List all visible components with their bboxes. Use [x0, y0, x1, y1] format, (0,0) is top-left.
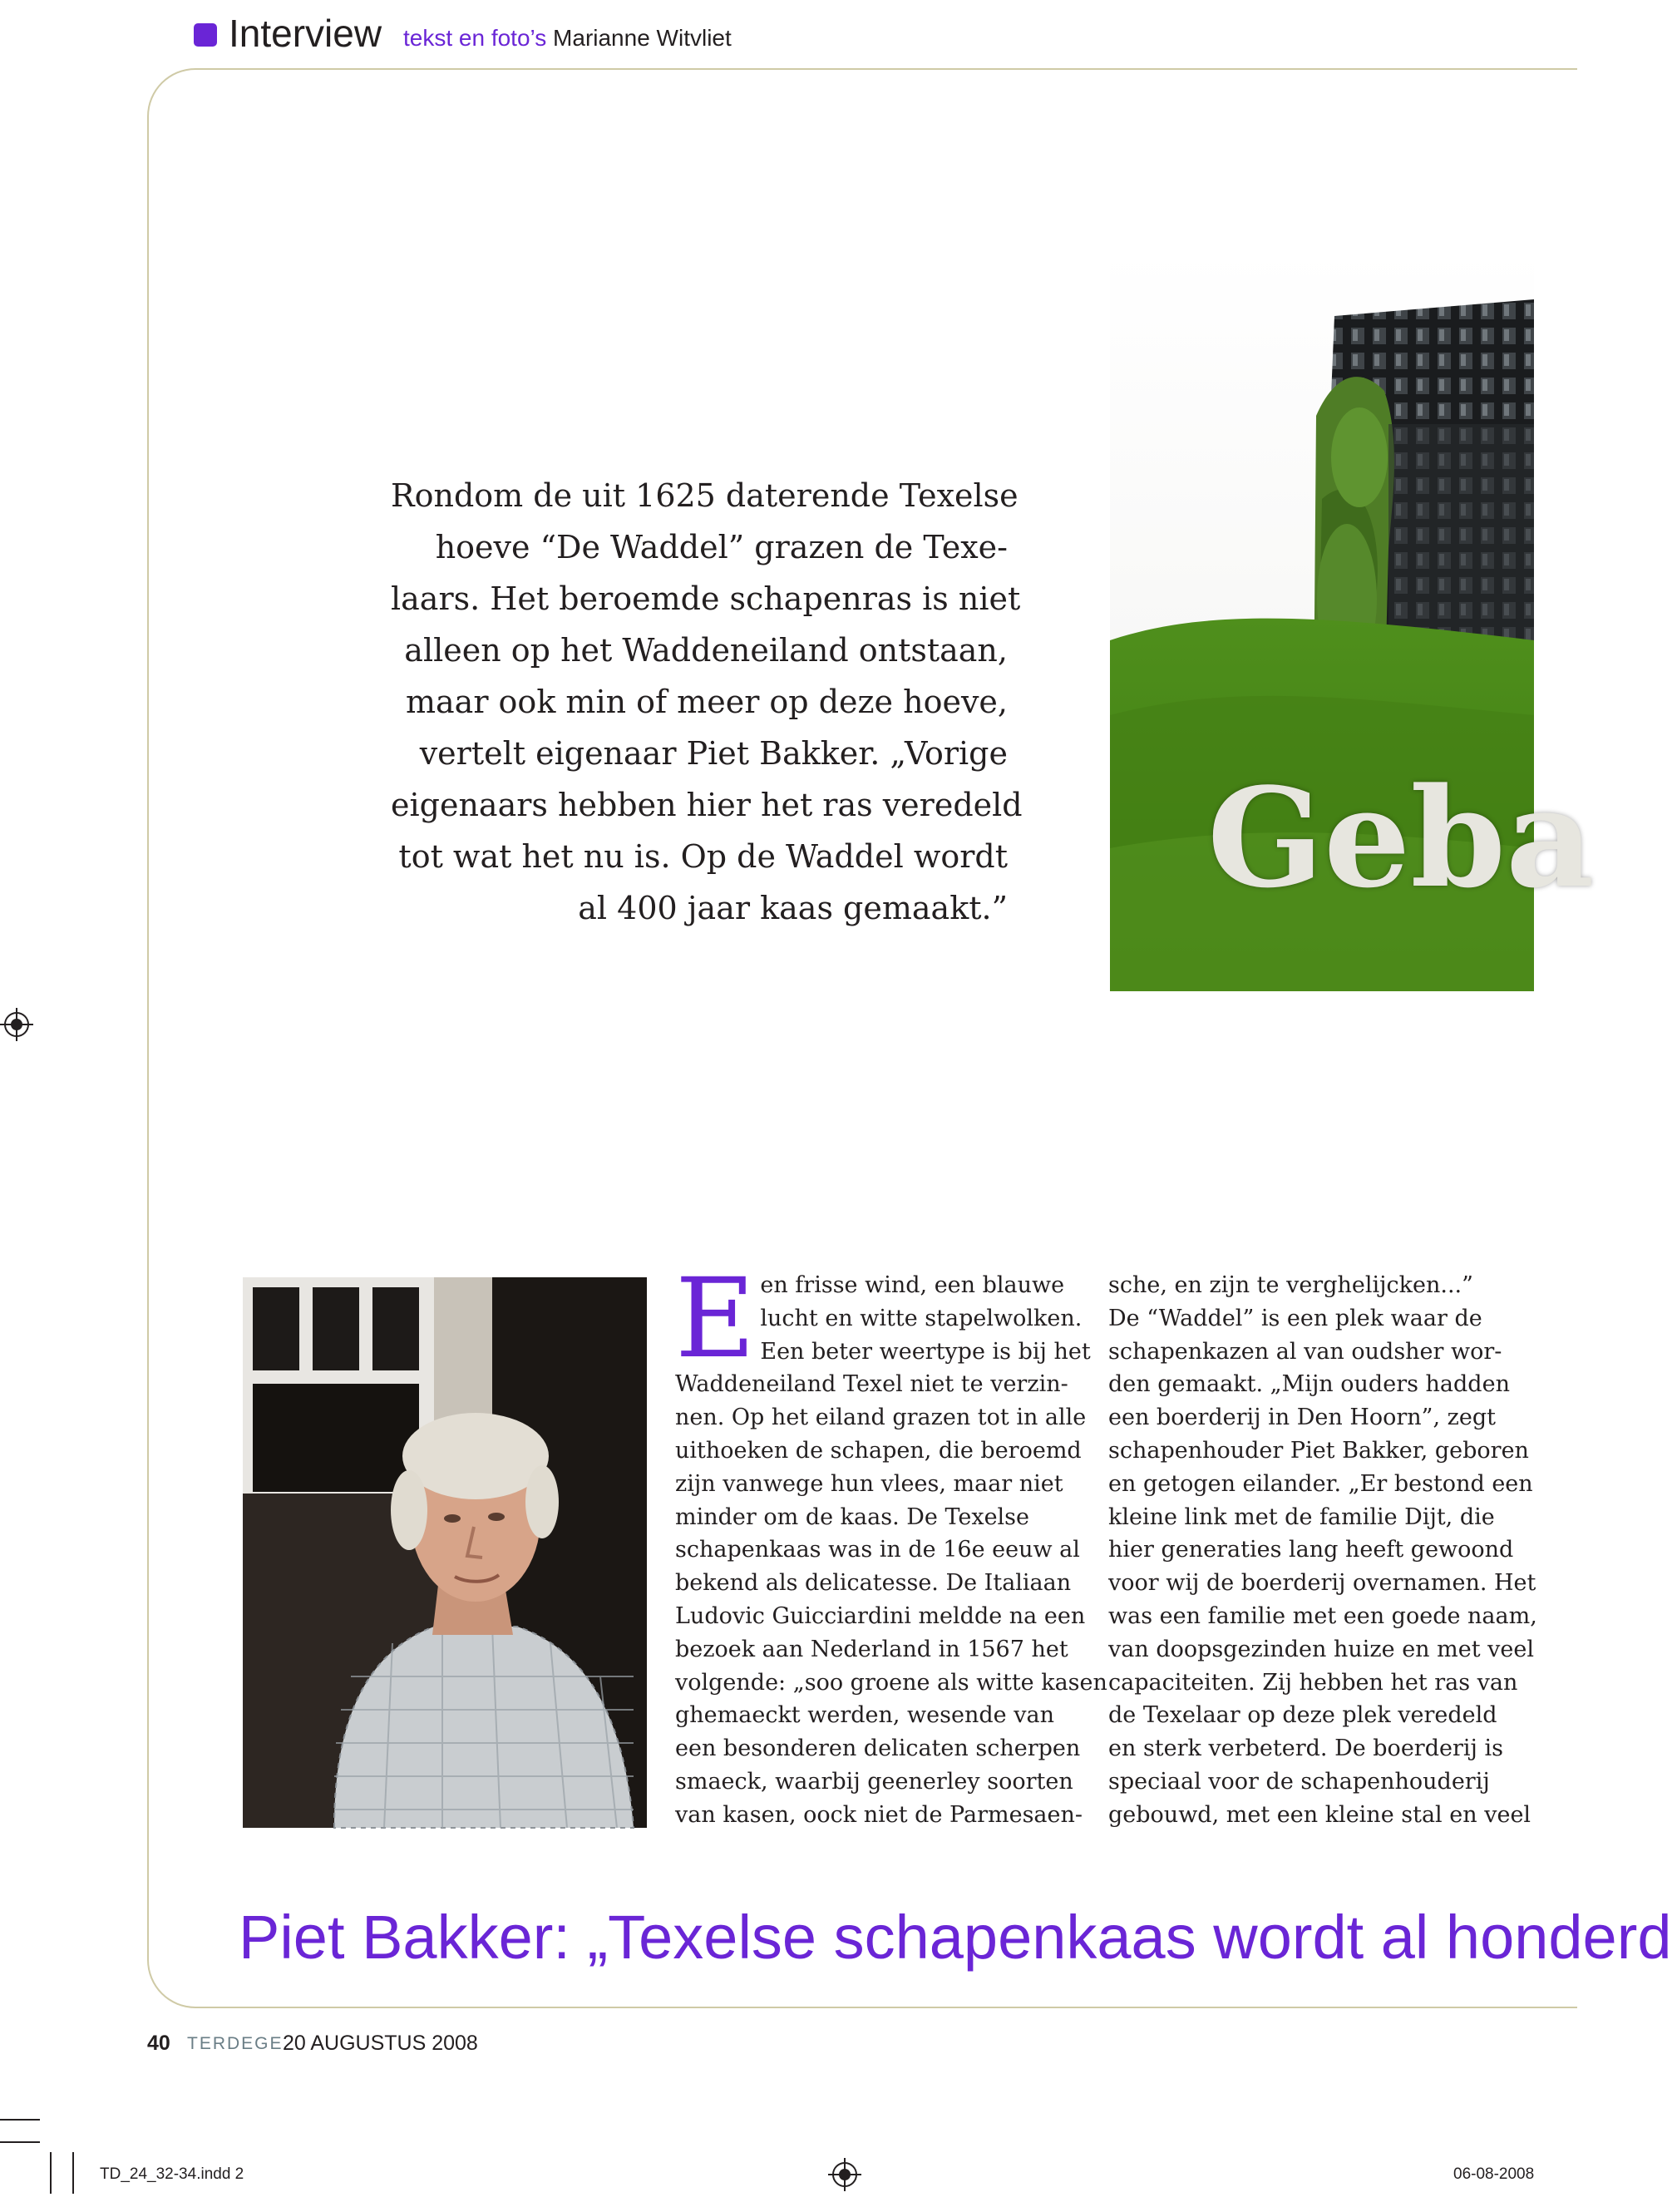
crop-mark	[72, 2152, 74, 2194]
body-line: uithoeken de schapen, die beroemd	[675, 1437, 1082, 1464]
byline-author: Marianne Witvliet	[553, 25, 732, 51]
intro-line: Rondom de uit 1625 daterende Texelse	[391, 477, 1018, 514]
body-line: capaciteiten. Zij hebben het ras van	[1108, 1669, 1518, 1696]
body-line: zijn vanwege hun vlees, maar niet	[675, 1470, 1063, 1497]
article-column-1	[675, 1255, 1107, 1832]
body-line: van doopsgezinden huize en met veel	[1108, 1636, 1535, 1662]
body-line: en frisse wind, een blauwe	[760, 1272, 1065, 1298]
section-marker	[194, 23, 217, 47]
byline	[403, 23, 732, 53]
body-line: was een familie met een goede naam,	[1108, 1602, 1537, 1629]
portrait-photo	[243, 1277, 647, 1828]
body-line: schapenkaas was in de 16e eeuw al	[675, 1537, 1080, 1563]
body-line: schapenhouder Piet Bakker, geboren	[1108, 1437, 1529, 1464]
intro-line: hoeve “De Waddel” grazen de Texe-	[435, 529, 1008, 565]
slug-date: 06-08-2008	[1453, 2165, 1535, 2183]
intro-paragraph	[391, 470, 1023, 934]
body-line: de Texelaar op deze plek veredeld	[1108, 1702, 1497, 1729]
body-line: van kasen, oock niet de Parmesaen-	[675, 1801, 1083, 1828]
issue-date: 20 AUGUSTUS 2008	[283, 2032, 478, 2055]
section-label: Interview	[229, 12, 382, 55]
body-line: ghemaeckt werden, wesende van	[675, 1702, 1054, 1729]
page-number: 40	[147, 2032, 170, 2055]
body-line: en sterk verbeterd. De boerderij is	[1108, 1736, 1503, 1762]
intro-line: laars. Het beroemde schapenras is niet	[391, 580, 1021, 617]
person-photo	[243, 1277, 647, 1828]
article-column-2	[1108, 1269, 1537, 1832]
intro-line: tot wat het nu is. Op de Waddel wordt	[398, 838, 1008, 875]
registration-mark-icon	[828, 2158, 861, 2191]
body-line: Waddeneiland Texel niet te verzin-	[675, 1371, 1068, 1398]
drop-cap: E	[675, 1255, 756, 1383]
registration-mark-icon	[0, 1008, 33, 1041]
slug-filename: TD_24_32-34.indd 2	[100, 2165, 244, 2183]
intro-line: vertelt eigenaar Piet Bakker. „Vorige	[419, 735, 1008, 772]
crop-mark	[0, 2141, 40, 2143]
body-line: voor wij de boerderij overnamen. Het	[1108, 1570, 1536, 1597]
body-line: lucht en witte stapelwolken.	[760, 1305, 1083, 1331]
intro-line: alleen op het Waddeneiland ontstaan,	[404, 632, 1008, 669]
byline-prefix: tekst en foto’s	[403, 25, 547, 51]
body-line: schapenkazen al van oudsher wor-	[1108, 1338, 1502, 1365]
body-line: kleine link met de familie Dijt, die	[1108, 1503, 1495, 1530]
body-line: minder om de kaas. De Texelse	[675, 1503, 1030, 1530]
body-line: den gemaakt. „Mijn ouders hadden	[1108, 1371, 1510, 1398]
body-line: nen. Op het eiland grazen tot in alle	[675, 1405, 1087, 1431]
intro-line: al 400 jaar kaas gemaakt.”	[578, 890, 1008, 926]
body-line: bezoek aan Nederland in 1567 het	[675, 1636, 1068, 1662]
body-line: smaeck, waarbij geenerley soorten	[675, 1768, 1073, 1795]
hero-title: Geba	[1207, 758, 1595, 918]
body-line: een besonderen delicaten scherpen	[675, 1736, 1081, 1762]
body-line: Een beter weertype is bij het	[760, 1338, 1091, 1365]
crop-mark	[50, 2152, 52, 2194]
body-line: De “Waddel” is een plek waar de	[1108, 1305, 1482, 1331]
body-line: hier generaties lang heeft gewoond	[1108, 1537, 1514, 1563]
body-line: bekend als delicatesse. De Italiaan	[675, 1570, 1072, 1597]
body-line: Ludovic Guicciardini meldde na een	[675, 1602, 1086, 1629]
body-line: speciaal voor de schapenhouderij	[1108, 1768, 1490, 1795]
magazine-name: TERDEGE	[187, 2034, 284, 2053]
intro-line: eigenaars hebben hier het ras veredeld	[391, 787, 1023, 823]
body-line: en getogen eilander. „Er bestond een	[1108, 1470, 1533, 1497]
intro-line: maar ook min of meer op deze hoeve,	[405, 684, 1008, 720]
body-line: sche, en zijn te verghelijcken...”	[1108, 1272, 1473, 1298]
body-line: volgende: „soo groene als witte kasen	[675, 1669, 1107, 1696]
body-line: een boerderij in Den Hoorn”, zegt	[1108, 1405, 1496, 1431]
pull-quote: Piet Bakker: „Texelse schapenkaas wordt al honderd	[239, 1903, 1672, 1972]
body-line: gebouwd, met een kleine stal en veel	[1108, 1801, 1531, 1828]
crop-mark	[0, 2119, 40, 2121]
